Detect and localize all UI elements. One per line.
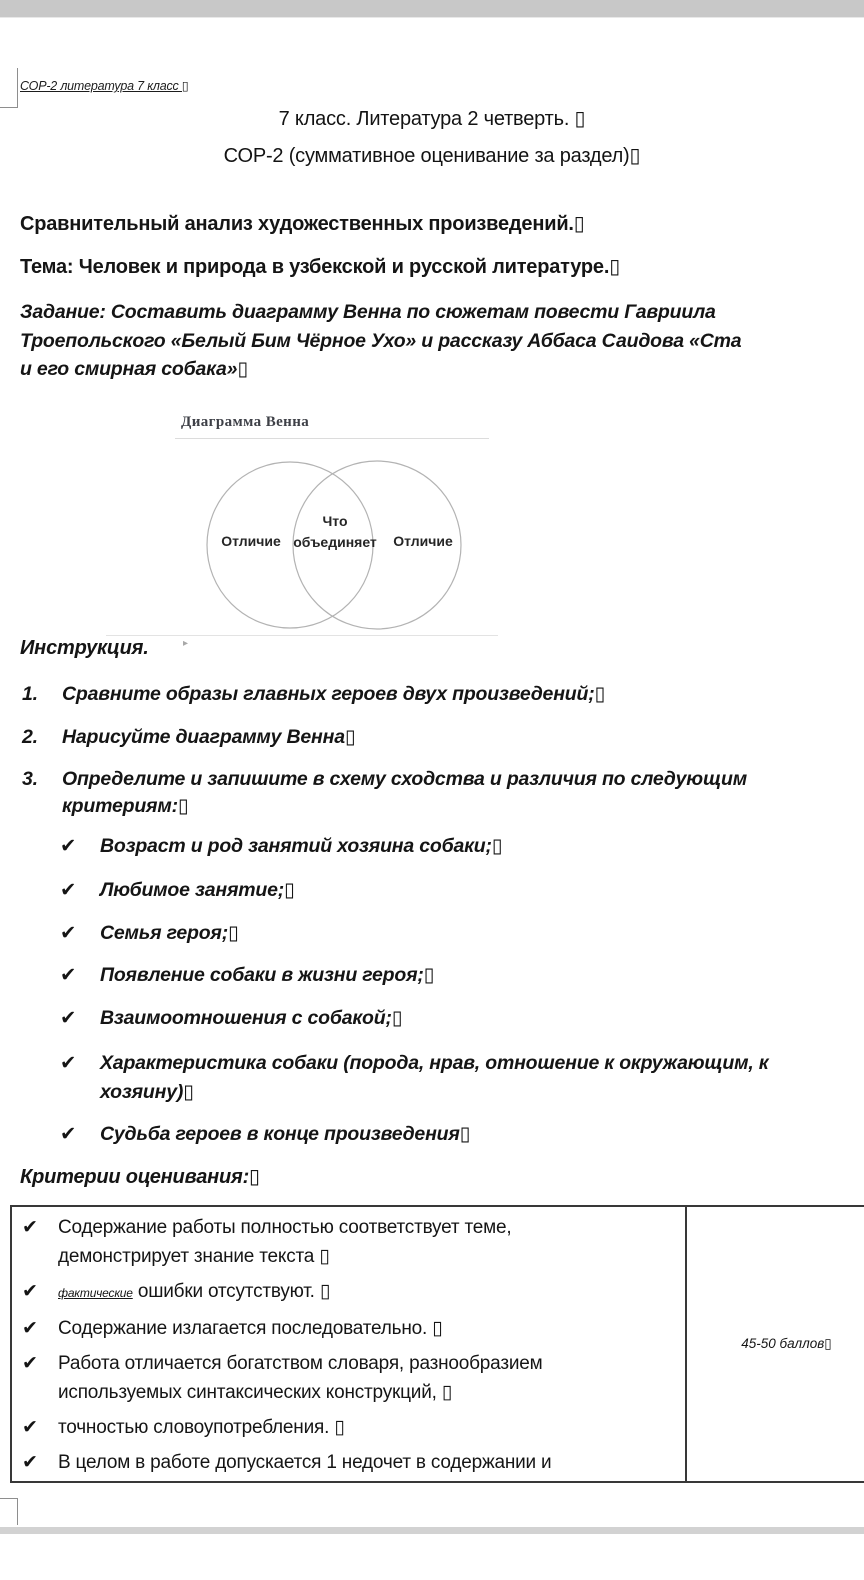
venn-diagram-image bbox=[135, 408, 490, 648]
venn-center-label-line: объединяет bbox=[293, 534, 377, 550]
item-text: критериям:▯ bbox=[62, 795, 189, 817]
table-row bbox=[22, 1413, 677, 1442]
check-item bbox=[60, 1049, 864, 1107]
numbered-item bbox=[22, 766, 864, 820]
table-row bbox=[22, 1314, 677, 1343]
item-text: Возраст и род занятий хозяина собаки;▯ bbox=[100, 835, 503, 857]
row-text: демонстрирует знание текста ▯ bbox=[58, 1246, 330, 1267]
task-line: Троепольского «Белый Бим Чёрное Ухо» и рассказу Аббаса Саидова «Ста bbox=[20, 329, 742, 352]
page-corner-mark-top bbox=[0, 68, 18, 108]
score-cell bbox=[687, 1207, 864, 1481]
check-icon: ✔ bbox=[60, 922, 77, 944]
venn-image-bottom-rule bbox=[106, 635, 498, 636]
paragraph-theme: Тема: Человек и природа в узбекской и русской литературе.▯ bbox=[20, 256, 621, 278]
row-text: Содержание работы полностью соответствует теме, bbox=[58, 1217, 512, 1238]
check-item bbox=[60, 1004, 864, 1033]
item-text: Появление собаки в жизни героя;▯ bbox=[100, 964, 435, 986]
check-item bbox=[60, 919, 864, 948]
score-value: 45-50 баллов▯ bbox=[741, 1336, 832, 1351]
check-icon: ✔ bbox=[60, 964, 77, 986]
check-icon: ✔ bbox=[22, 1353, 38, 1374]
table-row bbox=[22, 1277, 677, 1308]
item-text: Нарисуйте диаграмму Венна▯ bbox=[62, 726, 356, 748]
item-text: Сравните образы главных героев двух произведений;▯ bbox=[62, 683, 606, 705]
criteria-heading: Критерии оценивания:▯ bbox=[20, 1166, 260, 1188]
anchor-marker-icon: ▸ bbox=[183, 638, 188, 649]
task-line: Задание: Составить диаграмму Венна по сюжетам повести Гавриила bbox=[20, 301, 716, 323]
check-item bbox=[60, 961, 864, 990]
item-text: Любимое занятие;▯ bbox=[100, 879, 295, 901]
item-number: 1. bbox=[22, 683, 38, 705]
paragraph-analysis: Сравнительный анализ художественных произведений.▯ bbox=[20, 213, 585, 235]
row-text: точностью словоупотребления. ▯ bbox=[58, 1417, 345, 1438]
venn-right-label: Отличие bbox=[393, 533, 453, 549]
task-line: и его смирная собака»▯ bbox=[20, 358, 248, 380]
row-text: Работа отличается богатством словаря, разнообразием bbox=[58, 1353, 543, 1374]
venn-center-label bbox=[290, 511, 380, 553]
check-icon: ✔ bbox=[22, 1318, 38, 1339]
item-text: Судьба героев в конце произведения▯ bbox=[100, 1123, 471, 1145]
item-number: 2. bbox=[22, 726, 38, 748]
doc-title-line-2: СОР-2 (суммативное оценивание за раздел)▯ bbox=[223, 145, 641, 167]
row-text: ошибки отсутствуют. ▯ bbox=[137, 1281, 331, 1302]
page-corner-mark-bottom bbox=[0, 1498, 18, 1525]
venn-left-label: Отличие bbox=[221, 533, 281, 549]
item-text: Взаимоотношения с собакой;▯ bbox=[100, 1007, 403, 1029]
item-number: 3. bbox=[22, 768, 38, 790]
check-icon: ✔ bbox=[60, 1123, 77, 1145]
row-text: В целом в работе допускается 1 недочет в содержании и bbox=[58, 1452, 552, 1473]
criteria-table bbox=[10, 1205, 864, 1483]
doc-title-line-1: 7 класс. Литература 2 четверть. ▯ bbox=[278, 108, 586, 130]
check-icon: ✔ bbox=[22, 1281, 38, 1302]
table-row bbox=[22, 1213, 677, 1271]
check-icon: ✔ bbox=[22, 1217, 38, 1238]
criteria-cell bbox=[12, 1207, 687, 1481]
table-row bbox=[22, 1448, 677, 1477]
table-row bbox=[22, 1349, 677, 1407]
check-icon: ✔ bbox=[22, 1452, 38, 1473]
page-gap-strip bbox=[0, 1527, 864, 1534]
numbered-item bbox=[22, 724, 864, 751]
item-text: Определите и запишите в схему сходства и различия по следующим bbox=[62, 768, 747, 790]
check-icon: ✔ bbox=[60, 879, 77, 901]
paragraph-task bbox=[20, 298, 741, 384]
check-item bbox=[60, 1120, 864, 1149]
check-icon: ✔ bbox=[22, 1417, 38, 1438]
venn-center-label-line: Что bbox=[322, 513, 348, 529]
check-item bbox=[60, 876, 864, 905]
item-text: Характеристика собаки (порода, нрав, отношение к окружающим, к bbox=[100, 1052, 769, 1074]
row-text-small: фактические bbox=[58, 1286, 133, 1300]
item-text: хозяину)▯ bbox=[100, 1081, 194, 1103]
check-icon: ✔ bbox=[60, 835, 77, 857]
venn-image-title: Диаграмма Венна bbox=[181, 414, 310, 430]
check-icon: ✔ bbox=[60, 1007, 77, 1029]
item-text: Семья героя;▯ bbox=[100, 922, 239, 944]
top-gray-strip bbox=[0, 0, 864, 18]
row-text: используемых синтаксических конструкций, ▯ bbox=[58, 1382, 453, 1403]
running-header: СОР-2 литература 7 класс ▯ bbox=[20, 79, 189, 93]
numbered-item bbox=[22, 681, 864, 708]
row-text: Содержание излагается последовательно. ▯ bbox=[58, 1318, 443, 1339]
check-item bbox=[60, 832, 864, 861]
check-icon: ✔ bbox=[60, 1052, 77, 1074]
instructions-heading: Инструкция. bbox=[20, 637, 149, 659]
venn-title-rule bbox=[175, 438, 489, 439]
